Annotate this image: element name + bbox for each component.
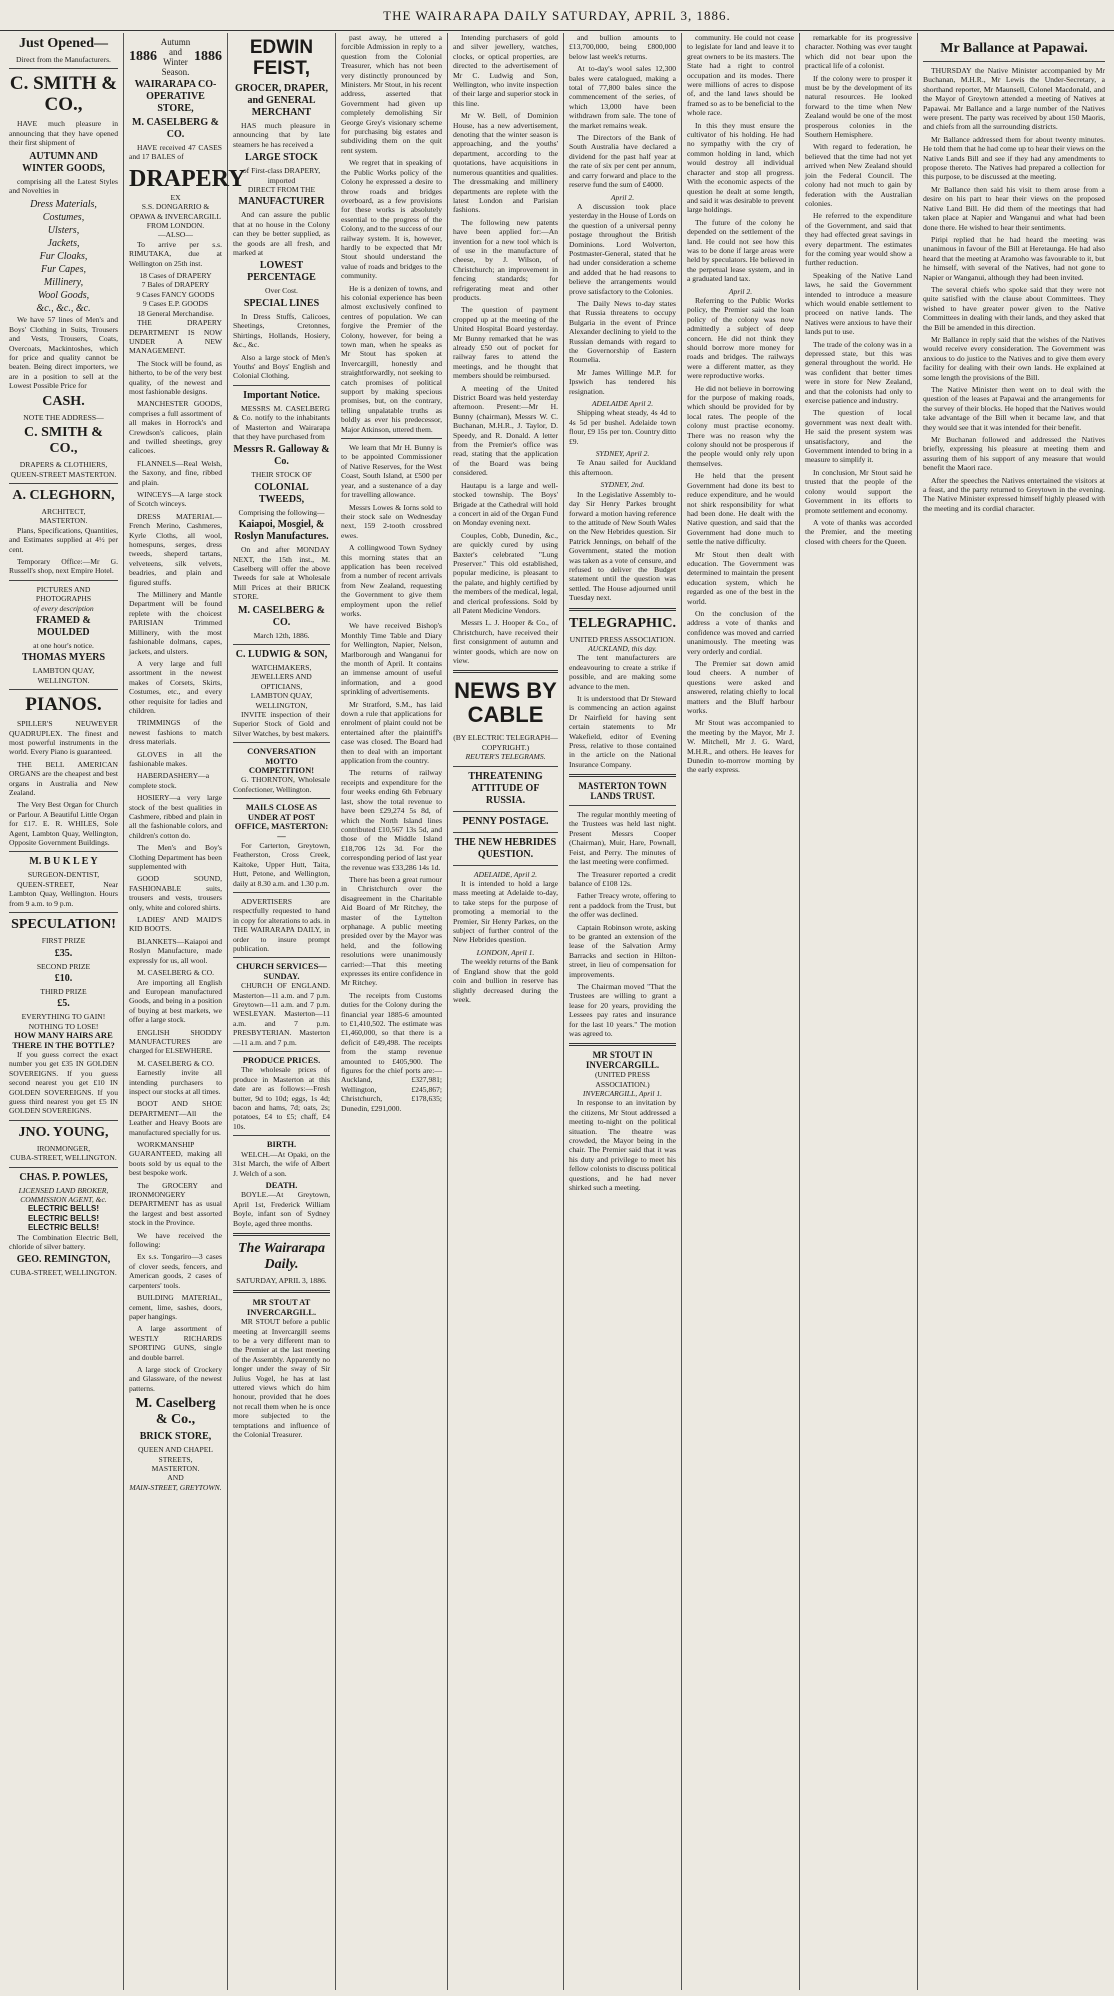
ad-smith-item: Jackets, (47, 238, 80, 250)
ad-smith-item: Costumes, (42, 212, 85, 224)
ad-coop-brick: BRICK STORE, (139, 1431, 212, 1443)
ad-speculation-gain: EVERYTHING TO GAIN! (21, 1012, 106, 1022)
stout-dateline: INVERCARGILL, April 1. (582, 1089, 663, 1099)
ad-coop-gloves: GLOVES in all the fashionable makes. (129, 749, 222, 768)
ad-notice-title: Important Notice. (243, 389, 320, 401)
ballance-paragraph: After the speeches the Natives entertained the visitors at a feast, and the party returned to Greytown in the evening. The Native Minister expressed himself highly pleased with the meeting and its cordial character. (923, 475, 1105, 513)
ad-feist-special: SPECIAL LINES (243, 297, 320, 309)
ad-smith-item: Ulsters, (47, 225, 80, 237)
ad-smith-item: Wool Goods, (37, 290, 90, 302)
ad-speculation-prize-amount: £35. (54, 947, 73, 959)
stout-paragraph: Referring to the Public Works policy, the Premier said the loan policy of the colony was now admittedly a subject of deep concern. He did not think they should borrow more money for roads and bridges. The railways were a different matter, as they were reproductive works. (687, 295, 794, 381)
news-paragraph: Hautapu is a large and well-stocked township. The Boys' Brigade at the Cathedral will hold a concert in aid of the Organ Fund on Monday evening next. (453, 480, 558, 528)
church-title: CHURCH SERVICES—SUNDAY. (236, 961, 327, 981)
ad-feist-sub: GROCER, DRAPER, and GENERAL MERCHANT (234, 83, 329, 118)
ballance-paragraph: Mr Buchanan followed and addressed the Natives briefly, expressing his pleasure at meeting them and assuring them of his support of any measure that would benefit the Maori race. (923, 435, 1105, 473)
column-2 (124, 33, 246, 1990)
ad-coop-also: —ALSO— (157, 230, 194, 240)
ad-ludwig-text: INVITE inspection of their Superior Stock of Gold and Silver Watches, by best makers. (233, 710, 330, 738)
stout-paragraph: community. He could not cease to legislate for land and leave it to great owners to be its masters. The State had a right to control occupation and its modes. There were millions of acres to dispose of, and the land laws should be framed so as to be beneficial to the whole race. (687, 33, 794, 118)
ad-coop-received-2: We have received the following: (129, 1230, 222, 1250)
ad-coop-town: MASTERTON. (151, 1463, 200, 1473)
ad-coop-case: 7 Bales of DRAPERY (141, 280, 210, 290)
ad-smith-addr: QUEEN-STREET MASTERTON. (10, 469, 117, 479)
stout-paragraph: On the conclusion of the address a vote of thanks and confidence was moved and carried unanimously. The meeting was very orderly and cordial. (687, 608, 794, 656)
cable-headline: THE NEW HEBRIDES QUESTION. (454, 836, 557, 860)
news-paragraph: The question of payment cropped up at the meeting of the United Hospital Board yesterday. Mr Bunny remarked that he was already £50 out of pocket for railway fares to attend the meetings, and he thought that members should be reimbursed. (453, 305, 558, 381)
ad-myers-addr: LAMBTON QUAY, WELLINGTON. (32, 666, 95, 685)
ad-coop-signature: M. CASELBERG & CO. (136, 1058, 214, 1068)
ballance-paragraph: Mr Ballance then said his visit to them arose from a desire on his part to hear their views on the proposed Native Land Bill. He did them of the meetings that had taken place at Napier and Wanganui and what had been done there. He wished to hear their sentiments. (923, 184, 1105, 232)
ad-coop-mens: The Men's and Boy's Clothing Department has been supplemented with (129, 843, 222, 872)
cable-paragraph: Te Anau sailed for Auckland this afternoon. (569, 458, 676, 477)
ad-notice-monday: On and after MONDAY NEXT, the 15th inst., M. Caselberg will offer the above Tweeds for sale at Wholesale Mill Prices at their BRICK STORE. (233, 545, 330, 602)
news-paragraph: Mr Stratford, S.M., has laid down a rule that applications for enrolment of plaint could not be entertained after the plaintiff's case was closed. The Board had then to deal with an important application from the country. (341, 699, 442, 766)
ad-coop-boot: BOOT AND SHOE DEPARTMENT—All the Leather and Heavy Boots are manufactured specially for us. (129, 1099, 222, 1137)
ad-notice-caselberg: M. CASELBERG & CO. (238, 604, 325, 628)
telegraphic-title: TELEGRAPHIC. (569, 615, 676, 631)
ad-coop-corsets: A very large and full assortment in the newest makes of Corsets, Skirts, Costumes, etc., and every other requisite for ladies and children. (129, 658, 222, 715)
stout-paragraph: Mr Stout then dealt with education. The Government was determined to maintain the present education system, which he regarded as one of the best in the world. (687, 549, 794, 606)
cable-dateline: SYDNEY, 2nd. (600, 480, 645, 490)
ballance-title: Mr Ballance at Papawai. (940, 41, 1088, 56)
ad-coop-firm-big: M. Caselberg & Co., (135, 1396, 216, 1428)
ad-speculation-prize-amount: £5. (57, 998, 70, 1010)
ad-ludwig-sub: WATCHMAKERS, JEWELLERS AND OPTICIANS, (251, 663, 312, 691)
ad-coop-case: 18 Cases of DRAPERY (139, 271, 212, 281)
ad-smith-goods-title: AUTUMN AND WINTER GOODS, (22, 150, 105, 174)
ad-pianos-text: SPILLER'S NEUWEYER QUADRUPLEX. The finest and most powerful instruments in the world. Every Piano is guaranteed. (9, 719, 118, 757)
ad-feist-large: LARGE STOCK (245, 152, 318, 164)
ad-dentist-title: SURGEON-DENTIST, (27, 870, 100, 880)
ballance-paragraph: The several chiefs who spoke said that they were not quite satisfied with the clause about Committees. They wished to have greater power given to the Native Committees in dealing with their lands, and they asked that the Bill be amended in this direction. (923, 284, 1105, 332)
ad-smith-cash: CASH. (42, 393, 85, 409)
ad-bells-battery: The Combination Electric Bell, chloride of silver battery. (9, 1232, 118, 1252)
trust-paragraph: The regular monthly meeting of the Trustees was held last night. Present Messrs Cooper (Chairman), Muir, Hare, Pownall, Feist, and Perry. The minutes of the last meeting were confirmed. (569, 810, 676, 867)
ad-smith-item: Dress Materials, (30, 199, 97, 211)
paper-title: The Wairarapa Daily. (238, 1240, 325, 1272)
cable-dateline: LONDON, April 1. (476, 947, 535, 957)
ad-coop-firm: M. CASELBERG & CO. (132, 117, 219, 140)
ad-coop-received: HAVE received 47 CASES and 17 BALES of (129, 143, 222, 162)
cable-paragraph: Shipping wheat steady, 4s 4d to 4s 5d per bushel. Adelaide town flour, £9 15s per ton. Country ditto £9. (569, 408, 676, 446)
birth-text: WELCH.—At Opaki, on the 31st March, the wife of Albert J. Welch of a son. (233, 1149, 330, 1178)
cable-paragraph: A discussion took place yesterday in the House of Lords on the question of a universal penny postage throughout the British Dominions. Lord Wolverton, Postmaster-General, stated that he had under consideration a scheme and added that he had reasons to believe the arrangements would prove satisfactory to the Colonies. (569, 201, 676, 296)
stout-paragraph: In conclusion, Mr Stout said he trusted that the people of the colony would support the Government in its efforts to promote settlement and economy. (805, 467, 912, 515)
ad-speculation-prize: THIRD PRIZE (40, 986, 87, 996)
ad-coop-year: 1886 (194, 49, 222, 64)
ad-coop-workmanship: WORKMANSHIP GUARANTEED, making all boots sold by us equal to the best bespoke work. (129, 1140, 222, 1178)
trust-paragraph: Captain Robinson wrote, asking to be granted an extension of the lease of the Salvation Army Barracks and section in Hilton-street, in lieu of compensation for improvements. (569, 922, 676, 979)
ad-dentist-name: M. B U K L E Y (29, 856, 98, 868)
stout-paragraph: In response to an invitation by the citizens, Mr Stout addressed a meeting to-night on the political situation. The theatre was crowded, the Mayor being in the chair. The Premier said that it was his duty and privilege to meet his fellow colonists to discuss political questions, and he had never shirked such a meeting. (569, 1098, 676, 1193)
ad-cleghorn-name: A. CLEGHORN, (12, 487, 115, 503)
ad-feist-assure: And can assure the public that at no house in the Colony can they be better supplied, as the goods are all fresh, and marked at (233, 210, 330, 258)
column-5 (448, 33, 564, 1990)
column-7 (682, 33, 800, 1990)
ad-speculation-lose: NOTHING TO LOSE! (28, 1021, 99, 1031)
ad-conversation-title: CONVERSATION MOTTO COMPETITION! (247, 746, 316, 776)
stout-paragraph: The trade of the colony was in a depressed state, but this was general throughout the world. He was confident that better times were in store for New Zealand, and that the colonists had only to exercise patience and industry. (805, 339, 912, 406)
ad-smith-intro: HAVE much pleasure in announcing that they have opened their first shipment of (9, 119, 118, 148)
ad-coop-building: BUILDING MATERIAL, cement, lime, sashes, doors, paper hangings. (129, 1293, 222, 1321)
telegraphic-paragraph: The tent manufacturers are endeavouring to create a strike if possible, and are making some advance to the men. (569, 653, 676, 691)
cable-dateline: ADELAIDE, April 2. (473, 869, 538, 879)
ad-coop-ironmongery: Ex s.s. Tongariro—3 cases of clover seeds, fencers, and American goods, 2 cases of carpenters' tools. (129, 1252, 222, 1290)
ad-coop-grocery: The GROCERY and IRONMONGERY DEPARTMENT has as usual the largest and best assorted stock in the Province. (129, 1180, 222, 1228)
column-6 (564, 33, 682, 1990)
ad-coop-haberdashery: HABERDASHERY—a complete stock. (129, 771, 210, 790)
ad-coop-case: 9 Cases E.P. GOODS (142, 299, 209, 309)
ad-speculation-prize: FIRST PRIZE (41, 936, 86, 946)
ballance-paragraph: Mr Ballance in reply said that the wishes of the Natives would receive every consideration. The Government was anxious to do justice to the Natives and to give them every facility for dealing with their own lands. He explained at some length the provisions of the Bill. (923, 334, 1105, 382)
masthead (0, 0, 1114, 31)
ad-coop-flannels: FLANNELS—Real Welsh, the Saxony, and fine, ribbed and plain. (129, 458, 222, 487)
ad-coop-greytown: MAIN-STREET, GREYTOWN. (129, 1482, 222, 1492)
ad-smith-item: &c., &c., &c. (36, 303, 91, 315)
news-paragraph: We learn that Mr H. Bunny is to be appointed Commissioner of Native Reserves, for the West Coast, South Island, at £500 per year, and a sustenance of a day for travelling allowance. (341, 443, 442, 500)
ad-ludwig-addr: LAMBTON QUAY, WELLINGTON, (250, 691, 313, 710)
cable-paragraph: It is intended to hold a large mass meeting at Adelaide to-day, to take steps for the purpose of promoting a memorial to the Premier, Sir Henry Parkes, on the subject of further control of the New Hebrides question. (453, 879, 558, 945)
stout-paragraph: He did not believe in borrowing for the purpose of making roads, which should be provided for by local rates. The people of the colony must practise economy. There was no reason why the colony should not be prosperous if the people would only rely upon themselves. (687, 383, 794, 468)
stout-paragraph: If the colony were to prosper it must be by the development of its natural resources. He looked forward to the time when New Zealand would be one of the most prosperous colonies in the Southern Hemisphere. (805, 73, 912, 140)
ad-feist-first: of First-class DRAPERY, imported (242, 166, 321, 185)
ad-just-opened: Just Opened— (18, 36, 109, 51)
ad-direct-from: Direct from the Manufacturers. (16, 55, 111, 64)
cable-reuter: REUTER'S TELEGRAMS. (465, 752, 546, 762)
cable-paragraph: and bullion amounts to £13,700,000, being £800,000 below last week's returns. (569, 33, 676, 61)
telegraphic-paragraph: It is understood that Dr Steward is commencing an action against Dr Nairfield for having sent certain statements to Mr Wakefield, editor of Evening Press, relative to those contained in the article on the National Insurance Company. (569, 694, 676, 769)
ad-coop-trimmings: TRIMMINGS of the newest fashions to match dress materials. (129, 718, 222, 747)
ad-notice-text: MESSRS M. CASELBERG & Co. notify to the inhabitants of Masterton and Wairarapa that they have purchased from (233, 403, 330, 441)
news-paragraph: Couples, Cobb, Dunedin, &c., are quickly cured by using Baxter's celebrated "Lung Preserver." This old established, popular medicine, is pleasant to the palate, and highly certified by the members of the medical, legal, and clerical professions. Sold by all Patent Medicine Vendors. (453, 530, 558, 615)
trust-paragraph: The Chairman moved "That the Trustees are willing to grant a lease for 20 years, providing the Lessees pay rates and insurance for the last 10 years." The motion was agreed to. (569, 981, 676, 1038)
news-paragraph: Messrs L. J. Hooper & Co., of Christchurch, have received their first consignment of autumn and winter goods, which are now on view. (453, 618, 558, 665)
ad-coop-english: ENGLISH SHODDY MANUFACTURES are charged for ELSEWHERE. (129, 1027, 222, 1056)
advertisers-notice: ADVERTISERS are respectfully requested to hand in copy for alterations to ads. in THE WAIRARAPA DAILY, in order to insure prompt publication. (233, 896, 330, 953)
cable-paragraph: The Directors of the Bank of South Australia have declared a dividend for the past half year at the rate of six per cent per annum, and carry forward and place to the reserve fund the sum of £4000. (569, 133, 676, 190)
ad-coop-winceys: WINCEYS—A large stock of Scotch winceys. (129, 490, 222, 509)
cable-paragraph: The Daily News to-day states that Russia threatens to occupy Bulgaria in the event of Prince Alexander declining to yield to the Russian demands with regard to the Governorship of Eastern Roumelia. (569, 298, 676, 365)
ad-powles-name: CHAS. P. POWLES, (19, 1171, 108, 1183)
cable-headline: PENNY POSTAGE. (462, 815, 549, 827)
article-paragraph: He is a denizen of towns, and his colonial experience has been almost exclusively confined to centres of population. We can forgive the Premier of the Colony, however, for being a town man, when he speaks as Mr Stout has spoken at Invercargill, honestly and straightforwardly, not seeking to catch promises of political support by making specious promises, but, on the contrary, telling unpalatable truths as boldly as ever his predecessor, Major Atkinson, uttered them. (341, 283, 442, 434)
ad-feist-mens: Also a large stock of Men's Youths' and Boys' English and Colonial Clothing. (233, 352, 330, 381)
ballance-paragraph: The Native Minister then went on to deal with the question of the leases at Papawai and the arrangements for the survey of their blocks. He hoped that the Natives would take advantage of the Bill when it became law, and that they would see that it was intended for their benefit. (923, 385, 1105, 432)
ad-young-name: JNO. YOUNG, (18, 1124, 109, 1140)
ad-powles-sub: LICENSED LAND BROKER, COMMISSION AGENT, &c. (18, 1185, 109, 1204)
ad-coop-manchester: MANCHESTER GOODS, comprises a full assortment of all makes in Horrock's and Crewdson's calicoes, plain and twilled sheetings, grey calicoes. (129, 399, 222, 456)
ad-myers-photos-sub: of every description (33, 603, 94, 613)
ad-speculation-title: SPECULATION! (11, 917, 116, 933)
ad-notice-tweeds: COLONIAL TWEEDS, (254, 481, 309, 505)
cable-paragraph: At to-day's wool sales 12,300 bales were catalogued, making a total of 77,800 bales since the commencement of the series, of which 13,000 have been withdrawn from sale. The tone of the market remains weak. (569, 64, 676, 130)
ad-coop-ex: EX (170, 192, 181, 202)
article-paragraph: We regret that in speaking of the Public Works policy of the Colony he expressed a desire to throw roads and bridges overboard, as a few provisions for these works is absolutely essential to the progress of the Colony, and to the success of our railway system. It is, however, hardly to be expected that Mr Stout should understand the value of roads and bridges to the community. (341, 158, 442, 281)
ad-feist-special-text: In Dress Stuffs, Calicoes, Sheetings, Cretonnes, Shirtings, Hollands, Hosiery, &c., &c. (233, 311, 330, 350)
ad-notice-galloway: Messrs R. Galloway & Co. (233, 444, 330, 468)
editorial-text: MR STOUT before a public meeting at Invercargill seems to be a very different man to the Premier at the last meeting of the Assembly. Apparently no longer under the sway of Sir Julius Vogel, he has at last uttered views which do him honour, provided that he does not recall them when he is once more subjected to the temptations and influence of the Colonial Treasurer. (233, 1317, 330, 1440)
ad-coop-stock: The Stock will be found, as hitherto, to be of the very best quality, of the newest and most fashionable designs. (129, 358, 222, 396)
ad-smith-note: We have 57 lines of Men's and Boys' Clothing in Suits, Trousers and Vests, Trousers, Coats, Overcoats, Mackintoshes, which for price and quality cannot be beaten. Being direct importers, we are in a position to sell at the Lowest Possible Price for (9, 315, 118, 391)
ad-myers-framed-sub: at one hour's notice. (33, 640, 94, 650)
ad-cleghorn-town: MASTERTON. (39, 516, 88, 526)
mails-title: MAILS CLOSE AS UNDER AT POST OFFICE, MASTERTON:— (234, 802, 329, 841)
ad-coop-ladies: LADIES' AND MAID'S KID BOOTS. (129, 915, 222, 934)
ad-coop-dept: THE DRAPERY DEPARTMENT IS NOW UNDER A NEW MANAGEMENT. (129, 318, 222, 356)
ad-myers-photos: PICTURES AND PHOTOGRAPHS (35, 584, 92, 604)
cable-headline: THREATENING ATTITUDE OF RUSSIA. (468, 770, 543, 806)
stout-upa: (UNITED PRESS ASSOCIATION.) (594, 1070, 651, 1089)
ad-notice-kaiapoi: Kaiapoi, Mosgiel, & Roslyn Manufactures. (234, 519, 329, 543)
death-text: BOYLE.—At Greytown, April 1st, Frederick William Boyle, infant son of Sydney Boyle, aged three months. (233, 1190, 330, 1228)
ad-coop-ships: S.S. DONGARRIO & OPAWA & INVERCARGILL (129, 202, 222, 221)
news-paragraph: The following new patents have been applied for:—An invention for a new tool which is of use in the manufacture of cheese, by J. Wilson, of Christchurch; an improvement in fencing standards; for refrigerating meat and other products. (453, 217, 558, 302)
ad-coop-season: Autumn and Winter Season. (160, 37, 191, 77)
ad-coop-dress: DRESS MATERIAL—French Merino, Cashmeres, Kyrle Cloths, all wool, homespuns, serges, dress tweeds, sheperd tartans, velveteens, silk velvets, beadries, and plain and figured stuffs. (129, 511, 222, 587)
ad-coop-case: 18 General Merchandise. (137, 308, 214, 318)
stout-paragraph: A vote of thanks was accorded the Premier, and the meeting closed with cheers for the Queen. (805, 517, 912, 546)
ad-feist-name: EDWIN FEIST, (249, 37, 314, 79)
news-paragraph: Intending purchasers of gold and silver jewellery, watches, clocks, or optical properties, are directed to the advertisement of Mr C. Ludwig and Son, Wellington, who invite inspection of their large and superior stock in this line. (453, 33, 558, 108)
news-paragraph: A collingwood Town Sydney this morning states that an application has been received from a number of recent arrivals from New Zealand, requesting the Government to give them employment upon the relief works. (341, 543, 442, 618)
ad-smith-item: Millinery, (43, 277, 84, 289)
stout-title: MR STOUT IN INVERCARGILL. (585, 1050, 660, 1070)
ad-coop-millinery: The Millinery and Mantle Department will be found replete with the choicest PARISIAN Trimmed Millinery, with the most fashionable dolmans, capes, jackets, and ulsters. (129, 590, 222, 656)
stout-paragraph: Mr Stout was accompanied to the meeting by the Mayor, Mr J. W. Mitchell, Mr J. G. Ward, M.H.R., and others. He leaves for Dunedin to-morrow morning by the early express. (687, 718, 794, 775)
masthead-title: THE WAIRARAPA DAILY SATURDAY, APRIL 3, 1886. (383, 8, 731, 23)
cable-dateline: ADELAIDE April 2. (591, 399, 654, 409)
ad-coop-drapery: DRAPERY (129, 165, 246, 192)
cable-dateline: April 2. (610, 192, 635, 202)
cable-dateline: SYDNEY, April 2. (595, 449, 650, 459)
news-paragraph: Mr W. Bell, of Dominion House, has a new advertisement, denoting that the winter season is approaching, and the youths' department, according to the quotations, have acquisitions in numerous quantities and qualities. The dressmaking and millinery departments are replete with the latest London and Parisian fashions. (453, 111, 558, 215)
ad-coop-hosiery: HOSIERY—a very large stock of the best qualities in Cashmere, ribbed and plain in all the fashionable colors, and children's cotton do. (129, 793, 222, 840)
ad-notice-comprising: Comprising the following— (238, 507, 325, 517)
ad-smith-note-address: NOTE THE ADDRESS— (23, 412, 104, 422)
ad-dentist-addr: QUEEN-STREET, Near Lambton Quay, Wellington. Hours from 9 a.m. to 9 p.m. (9, 879, 118, 908)
ad-bells-title: ELECTRIC BELLS! ELECTRIC BELLS! ELECTRIC BELLS! (27, 1204, 100, 1233)
ad-myers-framed: FRAMED & MOULDED (36, 614, 91, 638)
column-9 (918, 33, 1110, 1990)
ad-coop-goodsound: GOOD SOUND, FASHIONABLE suits, trousers and vests, trousers only, white and colored shirts. (129, 874, 222, 912)
stout-paragraph: The Premier sat down amid loud cheers. A number of questions were asked and answered, relating chiefly to local matters and the Bluff harbour works. (687, 659, 794, 716)
stout-paragraph: Speaking of the Native Land laws, he said the Government intended to introduce a measure which would enable settlement to proceed on native lands. The Natives were anxious to have their lands put to use. (805, 270, 912, 337)
ad-coop-importing: Are importing all English and European manufactured Goods, and being in a position of buying at best markets, we offer a large stock. (129, 977, 222, 1025)
stout-paragraph: He held that the present Government had done its best to reduce expenditure, and he would not shirk responsibility for what had been done. He dealt with the Native question, and said that the Government had done much to settle the native difficulty. (687, 471, 794, 547)
ad-coop-store: WAIRARAPA CO-OPERATIVE STORE, (134, 79, 217, 114)
ad-feist-text: HAS much pleasure in announcing that by late steamers he has received a (233, 121, 330, 149)
stout-paragraph: The future of the colony he depended on the settlement of the land. He could not see how this was to be done if large areas were held by speculators. He believed in the perpetual lease system, and in a graduated land tax. (687, 217, 794, 284)
ad-smith-firm-2: C. SMITH & CO., (24, 425, 103, 457)
news-paragraph: The returns of railway receipts and expenditure for the four weeks ending 6th February last, show the total revenue to have been £29,274 5s 8d, of which the North Island lines contributed £10,567 13s 5d, and those of the Middle Island £18,706 12s 3d. For the corresponding period of last year the revenue was £33,286 14s 1d. (341, 768, 442, 872)
ad-notice-stock: THEIR STOCK OF (251, 470, 312, 480)
news-paragraph: We have received Bishop's Monthly Time Table and Diary for Wellington, Napier, Nelson, Marlborough and Wanganui for the month of April. It contains an immense amount of useful information, and a good sprinkling of advertisements. (341, 621, 442, 697)
ad-conversation-thornton: G. THORNTON, Wholesale Confectioner, Wellington. (233, 775, 330, 794)
stout-paragraph: He referred to the expenditure of the Government, and said that they had effected great savings in every department. The estimates for the coming year would show a further reduction. (805, 211, 912, 268)
ad-myers-name: THOMAS MYERS (21, 652, 106, 664)
stout-paragraph: With regard to federation, he believed that the time had not yet arrived when New Zealand should join the Federal Council. The colony had not much to gain by federation with the Australian colonies. (805, 142, 912, 208)
news-paragraph: A meeting of the United District Board was held yesterday afternoon. Present:—Mr H. Bunny (chairman), Messrs W. C. Buchanan, M.H.R., J. Taylor, D. Speedy, and R. Donald. A letter from the Premier's office was read, stating that the application of the Board was being considered. (453, 383, 558, 478)
trust-paragraph: The Treasurer reported a credit balance of £108 12s. (569, 869, 676, 888)
ad-ludwig-name: C. LUDWIG & SON, (235, 649, 328, 660)
telegraphic-upa: UNITED PRESS ASSOCIATION. (569, 634, 676, 644)
cable-paragraph: The weekly returns of the Bank of England show that the gold coin and bullion in reserve has slightly decreased during the week. (453, 957, 558, 1004)
stout-paragraph: In this they must ensure the cultivator of his holding. He had no sympathy with the cry of common holding in land, which would destroy all individual character and stop all progress. With the economic aspects of the question he dealt at some length, and said it was desirable to prevent large holdings. (687, 120, 794, 215)
stout-paragraph: The question of local government was next dealt with. He said the present system was unsatisfactory, and the Government intended to bring in a measure to simplify it. (805, 408, 912, 465)
ad-smith-sub: DRAPERS & CLOTHIERS, (19, 460, 108, 470)
paper-date: SATURDAY, APRIL 3, 1886. (236, 1275, 327, 1285)
ad-feist-lowest: LOWEST PERCENTAGE (247, 260, 316, 284)
ad-coop-crockery: A large stock of Crockery and Glassware, of the newest patterns. (129, 1364, 222, 1393)
ad-coop-case: 9 Cases FANCY GOODS (136, 289, 215, 299)
editorial-title: MR STOUT AT INVERCARGILL. (246, 1297, 317, 1317)
ad-coop-brick-addr: QUEEN AND CHAPEL STREETS, (137, 1445, 214, 1464)
ad-coop-earnestly: Earnestly invite all intending purchasers to inspect our stocks at all times. (129, 1068, 222, 1096)
ad-coop-year: 1886 (129, 49, 157, 64)
ballance-paragraph: THURSDAY the Native Minister accompanied by Mr Buchanan, M.H.R., Mr Lewis the Under-Secretary, a shorthand reporter, Mr Maunsell, Colonel Macdonald, and the Mayor of Greytown attended a meeting of Natives at Papawai. Mr Ballance and a large number of the Natives were present. The party was received by about 150 Maoris, and chiefs from all the surrounding districts. (923, 66, 1105, 132)
ad-young-sub: IRONMONGER, (36, 1143, 91, 1153)
ad-speculation-hairs: HOW MANY HAIRS ARE THERE IN THE BOTTLE? (12, 1030, 115, 1050)
ballance-paragraph: Piripi replied that he had heard the meeting was unanimous in favour of the Bill at Heretaunga. He had also heard that the meeting at Aramoho was favourable to it, but he himself, with several of the Natives, had not gone to Napier or Wanganui, although they had been invited. (923, 234, 1105, 282)
ad-pianos-title: PIANOS. (25, 694, 102, 716)
news-paragraph: The receipts from Customs duties for the Colony during the financial year 1885-6 amounted to £1,410,502. The estimate was £1,460,000, so that there is a deficit of £49,498. The receipts from the stamp revenue amounted to £405,900. The figures for the chief ports are:—Auckland, £327,981; Wellington, £245,867; Christchurch, £178,635; Dunedin, £291,000. (341, 990, 442, 1113)
cable-subtitle: (BY ELECTRIC TELEGRAPH—COPYRIGHT.) (453, 733, 558, 752)
ad-feist-overcost: Over Cost. (265, 286, 298, 296)
ad-smith-firm: C. SMITH & CO., (9, 73, 118, 116)
death-title: DEATH. (265, 1179, 298, 1190)
ad-coop-signature: M. CASELBERG & CO. (136, 968, 214, 978)
ad-remington-name: GEO. REMINGTON, (16, 1254, 111, 1266)
ad-coop-arrive: To arrive per s.s. RIMUTAKA, due at Wellington on 25th inst. (129, 239, 222, 268)
cable-paragraph: Mr James Willinge M.P. for Ipswich has tendered his resignation. (569, 367, 676, 396)
trust-paragraph: Father Treacy wrote, offering to rent a paddock from the Trust, but the offer was declined. (569, 891, 676, 920)
ad-coop-and: AND (167, 1473, 184, 1483)
ad-coop-westley: A large assortment of WESTLY RICHARDS SPORTING GUNS, single and double barrel. (129, 1324, 222, 1362)
cable-title: NEWS BY CABLE (454, 678, 557, 728)
telegraphic-dateline: AUCKLAND, this day. (588, 643, 657, 653)
ad-speculation-prize-amount: £10. (54, 972, 73, 984)
produce-title: PRODUCE PRICES. (242, 1055, 321, 1066)
ad-organs-text: The Very Best Organ for Church or Parlour. A Beautiful Little Organ for £17. E. R. WHILES, Sole Agent, Lambton Quay, Wellington, Opposite Government Buildings. (9, 800, 118, 848)
ad-smith-comprising: comprising all the Latest Styles and Novelties in (9, 176, 118, 196)
ad-young-addr: CUBA-STREET, WELLINGTON. (10, 1153, 117, 1163)
produce-text: The wholesale prices of produce in Masterton at this date are as follows:—Fresh butter, 9d to 10d; eggs, 1s 4d; bacon and hams, 7d; oats, 2s; potatoes, £4 to £5; chaff, £4 10s. (233, 1065, 330, 1131)
cable-paragraph: In the Legislative Assembly to-day Sir Henry Parkes brought forward a motion having reference to the attitude of New South Wales on the New Hebrides question. Sir Patrick Jennings, on behalf of the Government, stated the motion was taken as a vote of censure, and refused to deliver the Budget statement until the question was settled. The House adjourned until Tuesday next. (569, 489, 676, 603)
mails-text: For Carterton, Greytown, Featherston, Cross Creek, Kaitoke, Upper Hutt, Taita, Hutt, Petone, and Wellington, daily at 8.30 a.m. and 1.30 p.m. (233, 840, 330, 888)
ad-speculation-text: If you guess correct the exact number you get £35 IN GOLDEN SOVEREIGNS. If you guess second nearest you get £10 IN GOLDEN SOVEREIGNS. If you guess third nearest you get £5 IN GOLDEN SOVEREIGNS. (9, 1049, 118, 1116)
column-4 (336, 33, 448, 1990)
ad-smith-item: Fur Cloaks, (39, 251, 88, 263)
ad-cleghorn-text: Plans, Specifications, Quantities, and Estimates supplied at 4½ per cent. (9, 525, 118, 554)
ad-organs-title: THE BELL AMERICAN ORGANS are the cheapest and best organs in Australia and New Zealand. (9, 759, 118, 798)
birth-title: BIRTH. (266, 1139, 297, 1150)
column-1 (4, 33, 124, 1990)
church-text: CHURCH OF ENGLAND. Masterton—11 a.m. and 7 p.m. Greytown—11 a.m. and 7 p.m. WESLEYAN. Masterton—11 a.m. and 7 p.m. PRESBYTERIAN. Masterton—11 a.m. and 7 p.m. (233, 981, 330, 1047)
news-paragraph: Messrs Lowes & Iorns sold to their stock sale on Wednesday next, 159 2-tooth crossbred ewes. (341, 502, 442, 540)
trust-title: MASTERTON TOWN LANDS TRUST. (578, 781, 667, 801)
ad-feist-direct: DIRECT FROM THE (247, 185, 316, 195)
ad-coop-blankets: BLANKETS—Kaiapoi and Roslyn Manufacture, made expressly for us, all wool. (129, 936, 222, 965)
article-paragraph: past away, he uttered a forcible Admission in reply to a question from the Colonial Treasurer, which has not been very distinctly pronounced by Ministers. Mr Stout, in his recent address, asserted that Government had given up completely demolishing Sir George Grey's visionary scheme for purchasing big estates and subdividing them on the quit rent system. (341, 33, 442, 155)
stout-paragraph: remarkable for its progressive character. Nothing was ever taught which did not bear upon the practical life of a colonist. (805, 33, 912, 71)
ballance-paragraph: Mr Ballance addressed them for about twenty minutes. He told them that he had come up to hear their views on the Native Lands Bill and see if they had any amendments to propose thereto. The Natives had prepared a collection for this purpose, to be discussed at the meeting. (923, 134, 1105, 182)
ad-speculation-prize: SECOND PRIZE (36, 961, 91, 971)
ad-smith-item: Fur Capes, (41, 264, 86, 276)
ad-remington-addr: CUBA-STREET, WELLINGTON. (10, 1268, 117, 1278)
ad-cleghorn-title: ARCHITECT, (41, 506, 86, 516)
ad-cleghorn-office: Temporary Office:—Mr G. Russell's shop, next Empire Hotel. (9, 556, 118, 576)
column-8 (800, 33, 918, 1990)
ad-coop-from: FROM LONDON. (146, 221, 205, 231)
news-paragraph: There has been a great rumour in Christchurch over the disagreement in the Charitable Aid Board of Mr Ritchey, the master of the Lyttelton orphanage. A public meeting presided over by the Mayor was held, and the following resolutions were unanimously carried:—That this meeting expresses its entire confidence in Mr Ritchey. (341, 874, 442, 988)
column-3 (228, 33, 336, 1990)
ad-feist-manuf: MANUFACTURER (238, 196, 325, 208)
ad-notice-date: March 12th, 1886. (253, 630, 310, 640)
stout-dateline: April 2. (728, 286, 753, 296)
